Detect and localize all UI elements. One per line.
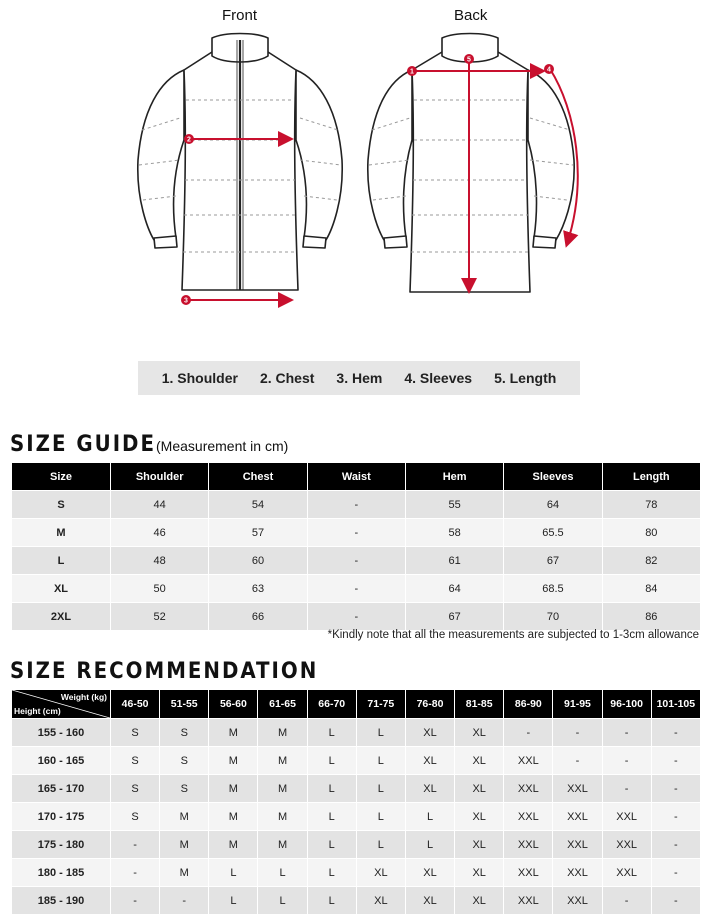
recommended-size-cell: L [258, 859, 307, 887]
height-range-cell: 155 - 160 [12, 719, 111, 747]
table-row [12, 859, 701, 887]
size-guide-title: SIZE GUIDE [10, 432, 157, 457]
jacket-diagram [0, 0, 712, 340]
recommended-size-cell: L [307, 859, 356, 887]
back-jacket-illustration [368, 34, 574, 293]
recommended-size-cell: - [602, 747, 651, 775]
table-cell: 80 [602, 519, 700, 547]
height-range-cell: 180 - 185 [12, 859, 111, 887]
recommended-size-cell: S [111, 803, 160, 831]
recommended-size-cell: L [356, 747, 405, 775]
recommended-size-cell: - [111, 859, 160, 887]
table-cell: L [12, 547, 111, 575]
table-cell: 82 [602, 547, 700, 575]
recommended-size-cell: XL [455, 719, 504, 747]
height-range-cell: 160 - 165 [12, 747, 111, 775]
recommended-size-cell: S [160, 747, 209, 775]
recommended-size-cell: XL [405, 887, 454, 915]
measurement-legend [138, 361, 580, 395]
legend-sleeves: 4. Sleeves [404, 370, 473, 386]
recommended-size-cell: XXL [553, 775, 602, 803]
recommended-size-cell: L [405, 831, 454, 859]
recommended-size-cell: - [651, 887, 700, 915]
recommended-size-cell: M [160, 859, 209, 887]
col-header: Shoulder [111, 463, 209, 491]
recommended-size-cell: L [209, 859, 258, 887]
table-cell: S [12, 491, 111, 519]
recommended-size-cell: M [209, 775, 258, 803]
col-header: Sleeves [504, 463, 602, 491]
recommended-size-cell: XXL [553, 887, 602, 915]
size-recommendation-title: SIZE RECOMMENDATION [10, 659, 319, 684]
height-range-cell: 165 - 170 [12, 775, 111, 803]
legend-length: 5. Length [494, 370, 557, 386]
recommended-size-cell: - [553, 719, 602, 747]
recommended-size-cell: XXL [504, 887, 553, 915]
table-cell: 78 [602, 491, 700, 519]
recommended-size-cell: M [209, 719, 258, 747]
height-range-cell: 185 - 190 [12, 887, 111, 915]
recommended-size-cell: XL [405, 719, 454, 747]
legend-hem: 3. Hem [336, 370, 383, 386]
recommended-size-cell: XL [455, 831, 504, 859]
size-guide-heading [10, 432, 288, 457]
marker-5: 5 [467, 56, 471, 64]
recommended-size-cell: - [602, 775, 651, 803]
recommended-size-cell: - [651, 803, 700, 831]
recommended-size-cell: L [307, 887, 356, 915]
weight-header: 51-55 [160, 690, 209, 719]
table-cell: 46 [111, 519, 209, 547]
table-row [12, 547, 701, 575]
height-range-cell: 170 - 175 [12, 803, 111, 831]
recommended-size-cell: XXL [602, 803, 651, 831]
recommended-size-cell: L [307, 775, 356, 803]
recommended-size-cell: M [258, 719, 307, 747]
table-row [12, 719, 701, 747]
table-cell: 68.5 [504, 575, 602, 603]
table-cell: 61 [405, 547, 503, 575]
recommended-size-cell: XXL [504, 859, 553, 887]
recommended-size-cell: XL [405, 747, 454, 775]
table-cell: 58 [405, 519, 503, 547]
table-cell: 55 [405, 491, 503, 519]
table-cell: 57 [209, 519, 307, 547]
recommendation-header-row [12, 690, 701, 719]
recommended-size-cell: XXL [504, 831, 553, 859]
recommended-size-cell: XXL [504, 775, 553, 803]
recommended-size-cell: M [258, 747, 307, 775]
recommended-size-cell: L [307, 747, 356, 775]
recommended-size-cell: L [307, 803, 356, 831]
recommended-size-cell: - [111, 887, 160, 915]
size-guide-header-row [12, 463, 701, 491]
recommended-size-cell: M [258, 831, 307, 859]
legend-shoulder: 1. Shoulder [161, 370, 238, 386]
recommended-size-cell: L [356, 775, 405, 803]
recommended-size-cell: M [160, 831, 209, 859]
table-cell: 67 [504, 547, 602, 575]
recommended-size-cell: XL [356, 859, 405, 887]
recommended-size-cell: S [111, 775, 160, 803]
table-cell: 84 [602, 575, 700, 603]
recommended-size-cell: XL [455, 887, 504, 915]
table-row [12, 803, 701, 831]
col-header: Hem [405, 463, 503, 491]
recommendation-body [12, 719, 701, 915]
corner-header-cell [12, 690, 111, 719]
recommended-size-cell: XL [455, 803, 504, 831]
recommended-size-cell: L [307, 719, 356, 747]
recommended-size-cell: M [160, 803, 209, 831]
table-cell: 65.5 [504, 519, 602, 547]
recommended-size-cell: - [553, 747, 602, 775]
recommended-size-cell: - [111, 831, 160, 859]
weight-header: 91-95 [553, 690, 602, 719]
height-range-cell: 175 - 180 [12, 831, 111, 859]
recommended-size-cell: XL [455, 859, 504, 887]
weight-axis-label: Weight (kg) [60, 692, 107, 702]
table-row [12, 887, 701, 915]
recommended-size-cell: XXL [504, 747, 553, 775]
recommended-size-cell: - [602, 719, 651, 747]
weight-header: 86-90 [504, 690, 553, 719]
table-row [12, 575, 701, 603]
recommended-size-cell: L [356, 831, 405, 859]
table-row [12, 603, 701, 631]
table-cell: 60 [209, 547, 307, 575]
recommended-size-cell: XL [405, 859, 454, 887]
table-cell: 48 [111, 547, 209, 575]
table-cell: - [307, 547, 405, 575]
recommended-size-cell: M [258, 803, 307, 831]
col-header: Chest [209, 463, 307, 491]
table-cell: - [307, 491, 405, 519]
recommended-size-cell: M [209, 803, 258, 831]
back-view-label: Back [454, 7, 488, 24]
allowance-note: *Kindly note that all the measurements are subjected to 1-3cm allowance [327, 629, 699, 641]
recommended-size-cell: M [209, 747, 258, 775]
table-cell: - [307, 519, 405, 547]
table-cell: 52 [111, 603, 209, 631]
size-guide-subtitle: (Measurement in cm) [156, 438, 289, 454]
table-row [12, 491, 701, 519]
recommended-size-cell: XXL [504, 803, 553, 831]
recommended-size-cell: XL [405, 775, 454, 803]
table-cell: - [307, 575, 405, 603]
recommended-size-cell: - [651, 859, 700, 887]
recommended-size-cell: - [160, 887, 209, 915]
weight-header: 61-65 [258, 690, 307, 719]
recommended-size-cell: S [111, 719, 160, 747]
recommended-size-cell: - [651, 747, 700, 775]
recommended-size-cell: XXL [553, 859, 602, 887]
front-view-label: Front [222, 7, 258, 24]
marker-2: 2 [187, 136, 191, 144]
marker-4: 4 [547, 66, 551, 74]
table-cell: 63 [209, 575, 307, 603]
table-row [12, 775, 701, 803]
weight-header: 46-50 [111, 690, 160, 719]
recommended-size-cell: L [356, 719, 405, 747]
table-cell: 54 [209, 491, 307, 519]
weight-header: 56-60 [209, 690, 258, 719]
recommended-size-cell: XL [455, 747, 504, 775]
recommended-size-cell: - [651, 775, 700, 803]
recommended-size-cell: L [209, 887, 258, 915]
weight-header: 101-105 [651, 690, 700, 719]
size-recommendation-table [11, 689, 701, 915]
recommended-size-cell: L [356, 803, 405, 831]
table-cell: 64 [405, 575, 503, 603]
col-header: Size [12, 463, 111, 491]
recommended-size-cell: L [307, 831, 356, 859]
recommended-size-cell: L [405, 803, 454, 831]
recommended-size-cell: L [258, 887, 307, 915]
col-header: Length [602, 463, 700, 491]
recommended-size-cell: M [258, 775, 307, 803]
recommended-size-cell: S [111, 747, 160, 775]
recommended-size-cell: - [504, 719, 553, 747]
table-cell: 44 [111, 491, 209, 519]
table-row [12, 519, 701, 547]
weight-header: 81-85 [455, 690, 504, 719]
table-cell: 64 [504, 491, 602, 519]
table-cell: 2XL [12, 603, 111, 631]
recommended-size-cell: XL [356, 887, 405, 915]
recommended-size-cell: S [160, 719, 209, 747]
recommended-size-cell: - [651, 719, 700, 747]
table-cell: 50 [111, 575, 209, 603]
table-cell: XL [12, 575, 111, 603]
recommended-size-cell: - [602, 887, 651, 915]
table-row [12, 747, 701, 775]
height-axis-label: Height (cm) [14, 706, 61, 716]
table-cell: 70 [504, 603, 602, 631]
weight-header: 96-100 [602, 690, 651, 719]
recommended-size-cell: - [651, 831, 700, 859]
recommended-size-cell: XL [455, 775, 504, 803]
table-cell: M [12, 519, 111, 547]
recommended-size-cell: M [209, 831, 258, 859]
marker-3: 3 [184, 297, 188, 305]
table-cell: 67 [405, 603, 503, 631]
size-guide-table [11, 462, 701, 631]
weight-header: 71-75 [356, 690, 405, 719]
weight-header: 66-70 [307, 690, 356, 719]
marker-1: 1 [410, 68, 414, 76]
table-cell: - [307, 603, 405, 631]
recommended-size-cell: XXL [553, 831, 602, 859]
weight-header: 76-80 [405, 690, 454, 719]
legend-chest: 2. Chest [259, 370, 315, 386]
recommended-size-cell: XXL [553, 803, 602, 831]
table-cell: 86 [602, 603, 700, 631]
table-cell: 66 [209, 603, 307, 631]
recommended-size-cell: XXL [602, 831, 651, 859]
recommended-size-cell: XXL [602, 859, 651, 887]
col-header: Waist [307, 463, 405, 491]
table-row [12, 831, 701, 859]
recommended-size-cell: S [160, 775, 209, 803]
